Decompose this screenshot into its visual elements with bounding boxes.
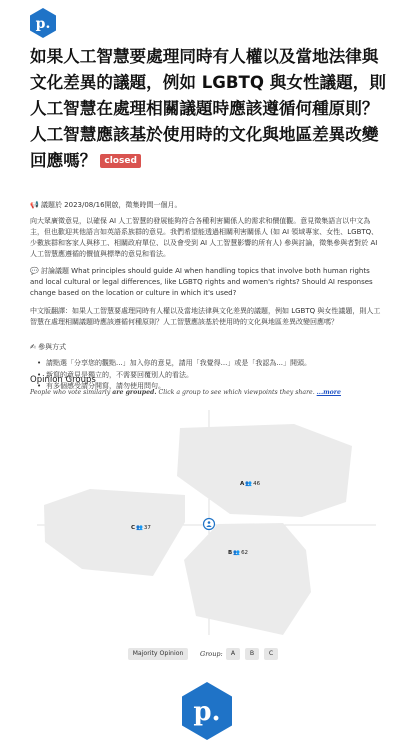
translation-paragraph: 中文版翻譯：如果人工智慧要處理同時有人權以及當地法律與文化差異的議題，例如 LGBTQ 與女性議題，則人工智慧在處理相關議題時應該遵循何種原則？人工智慧應該基於使用時的文化與地區差異改變回應嗎？ [30,307,381,326]
meta-text: 議題於 2023/08/16開啟，徵集時間一個月。 [40,201,182,209]
opinion-groups-title: Opinion Groups [30,375,96,385]
more-link[interactable]: ...more [316,389,341,396]
group-c-button[interactable]: C [264,648,278,660]
topic-text: 討論議題 What principles should guide AI when handling topics that involve both human rights and local cultural or legal differences, like LGBTQ rights and women's rights? Should AI responses change based on the location or culture in which it's used? [30,267,373,297]
subtitle-bold: are grouped. [112,389,157,396]
list-item: • 請點選「分享您的觀點...」加入你的意見，請用「我覺得...」或是「我認為...」開頭。 [46,358,386,370]
status-badge: closed [100,154,141,168]
writing-hand-icon: ✍ [30,343,36,351]
subtitle-text: People who vote similarly [30,389,113,396]
opinion-groups-subtitle [30,389,390,396]
group-b-button[interactable]: B [245,648,259,660]
group-a-label: A👥46 [240,481,261,487]
majority-opinion-button[interactable]: Majority Opinion [128,648,188,660]
page-title [30,44,390,174]
list-item: • 新寫的意見是獨立的，不需要回覆別人的看法。 [46,370,386,382]
group-hull-b[interactable] [184,523,311,635]
intro-paragraph: 向大眾廣徵意見，以確保 AI 人工智慧的發展能夠符合各種利害關係人的需求和價值觀。意見徵集語言以中文為主，但也歡迎其他語言如英語系族群的意見。我們希望能透過相關利害關係人 (如 AI 領域專家、女性、LGBTQ、少數族群和客家人與移工、相關政府單位、以及會受到 AI 人工智慧影響的所有人) 參與討論，徵集參與者對於 AI 人工智慧應遵循的價值與標準的意見和看法。 [30,217,379,258]
group-hull-c[interactable] [44,489,185,576]
list-item: • 有多個感受請分開寫，請勿使用問句。 [46,381,386,393]
group-a-button[interactable]: A [226,648,240,660]
participation-heading [30,342,384,353]
logo-letter: p. [193,697,221,727]
group-controls [0,648,414,660]
group-c-label: C👥37 [131,525,151,531]
self-position-marker[interactable] [204,519,215,530]
group-selector-label: Group: [200,650,223,658]
megaphone-icon: 📢 [30,201,39,209]
title-text: 如果人工智慧要處理同時有人權以及當地法律與文化差異的議題，例如 LGBTQ 與女性議題，則人工智慧在處理相關議題時應該遵循何種原則？人工智慧應該基於使用時的文化與地區差異改變回應嗎？ [30,47,386,170]
subtitle-text: Click a group to see which viewpoints they share. [156,389,317,396]
speech-bubble-icon: 💬 [30,267,39,275]
logo-letter: p. [35,16,51,32]
participation-label: 參與方式 [38,343,67,351]
polis-footer-logo-icon[interactable] [182,682,232,740]
group-b-label: B👥62 [228,550,249,556]
participation-rules [46,358,386,393]
polis-logo-icon[interactable] [30,8,56,38]
topic-paragraph [30,266,384,299]
opinion-map [0,410,414,642]
conversation-meta [30,200,390,210]
group-hull-a[interactable] [177,424,352,517]
